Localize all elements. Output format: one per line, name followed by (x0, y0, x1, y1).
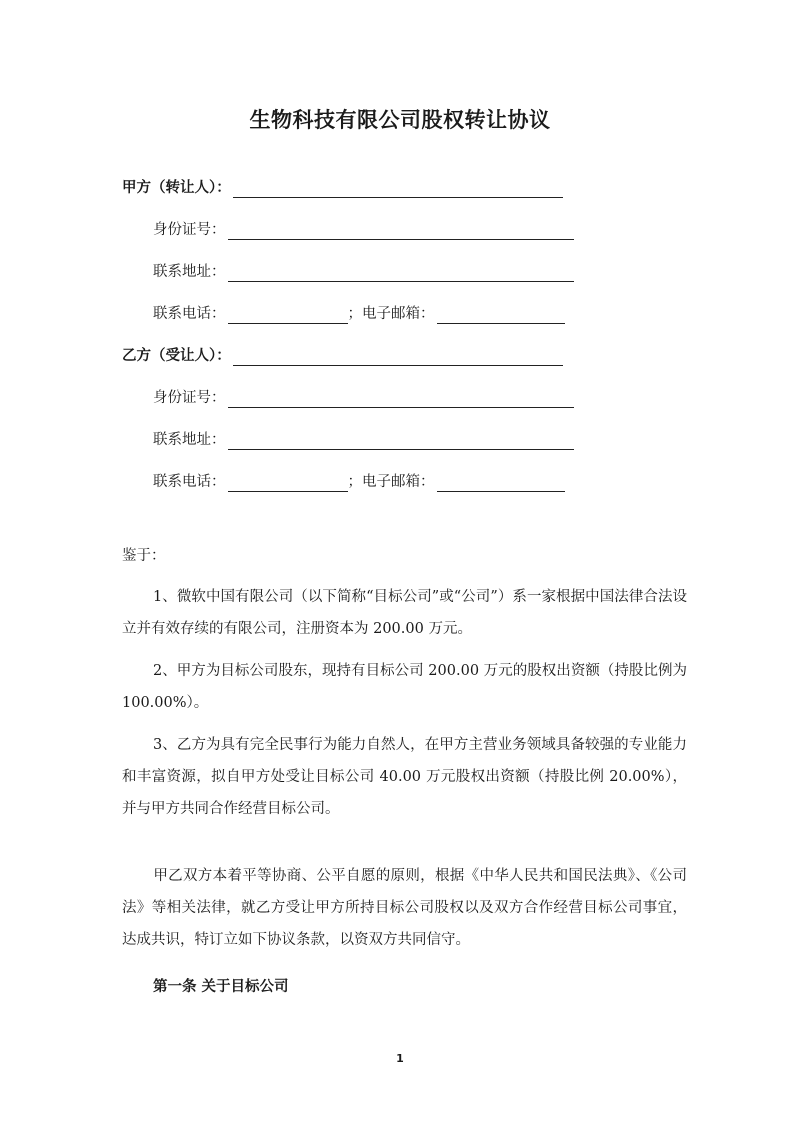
agreement-intro-text: 甲乙双方本着平等协商、公平自愿的原则，根据《中华人民共和国民法典》、《公司法》等相关法律，就乙方受让甲方所持目标公司股权以及双方合作经营目标公司事宜，达成共识，特订立如下协议条款，以资双方共同信守。 (122, 868, 687, 948)
separator: ； (347, 474, 362, 490)
party-b-id-row (153, 388, 574, 408)
recital-2-text: 2、甲方为目标公司股东，现持有目标公司 200.00 万元的股权出资额（持股比例为 100.00%）。 (122, 663, 687, 711)
recital-1 (122, 581, 687, 645)
party-b-name-field[interactable] (233, 349, 563, 366)
party-a-id-row (153, 220, 574, 240)
recital-3-text: 3、乙方为具有完全民事行为能力自然人，在甲方主营业务领域具备较强的专业能力和丰富资源，拟自甲方处受让目标公司 40.00 万元股权出资额（持股比例 20.00%），并与甲方共同合作经营目标公司。 (122, 737, 687, 817)
party-b-address-row (153, 430, 574, 450)
recital-1-text: 1、微软中国有限公司（以下简称“目标公司”或“公司”）系一家根据中国法律合法设立并有效存续的有限公司，注册资本为 200.00 万元。 (122, 589, 687, 637)
whereas-heading: 鉴于： (122, 548, 166, 564)
party-b-id-label: 身份证号： (153, 390, 226, 406)
page-number: 1 (396, 1052, 404, 1065)
agreement-intro (122, 860, 687, 956)
party-a-phone-field[interactable] (228, 307, 348, 324)
party-b-id-field[interactable] (228, 391, 574, 408)
party-b-address-label: 联系地址： (153, 432, 226, 448)
recital-3 (122, 729, 687, 825)
article-one-heading: 第一条 关于目标公司 (153, 979, 289, 995)
party-b-email-label: 电子邮箱： (362, 474, 435, 490)
party-b-phone-label: 联系电话： (153, 474, 226, 490)
recital-2 (122, 655, 687, 719)
party-a-email-field[interactable] (437, 307, 565, 324)
separator: ； (347, 306, 362, 322)
party-a-address-row (153, 262, 574, 282)
party-a-row (122, 178, 563, 198)
party-b-contact-row (153, 472, 565, 492)
party-a-address-label: 联系地址： (153, 264, 226, 280)
party-a-phone-label: 联系电话： (153, 306, 226, 322)
party-a-label: 甲方（转让人）： (122, 180, 231, 196)
party-b-row (122, 346, 563, 366)
page-title: 生物科技有限公司股权转让协议 (249, 108, 551, 132)
party-a-name-field[interactable] (233, 181, 563, 198)
party-b-address-field[interactable] (228, 433, 574, 450)
party-a-id-field[interactable] (228, 223, 574, 240)
party-a-id-label: 身份证号： (153, 222, 226, 238)
party-a-address-field[interactable] (228, 265, 574, 282)
party-b-email-field[interactable] (437, 475, 565, 492)
party-a-email-label: 电子邮箱： (362, 306, 435, 322)
party-b-label: 乙方（受让人）： (122, 348, 231, 364)
party-b-phone-field[interactable] (228, 475, 348, 492)
party-a-contact-row (153, 304, 565, 324)
